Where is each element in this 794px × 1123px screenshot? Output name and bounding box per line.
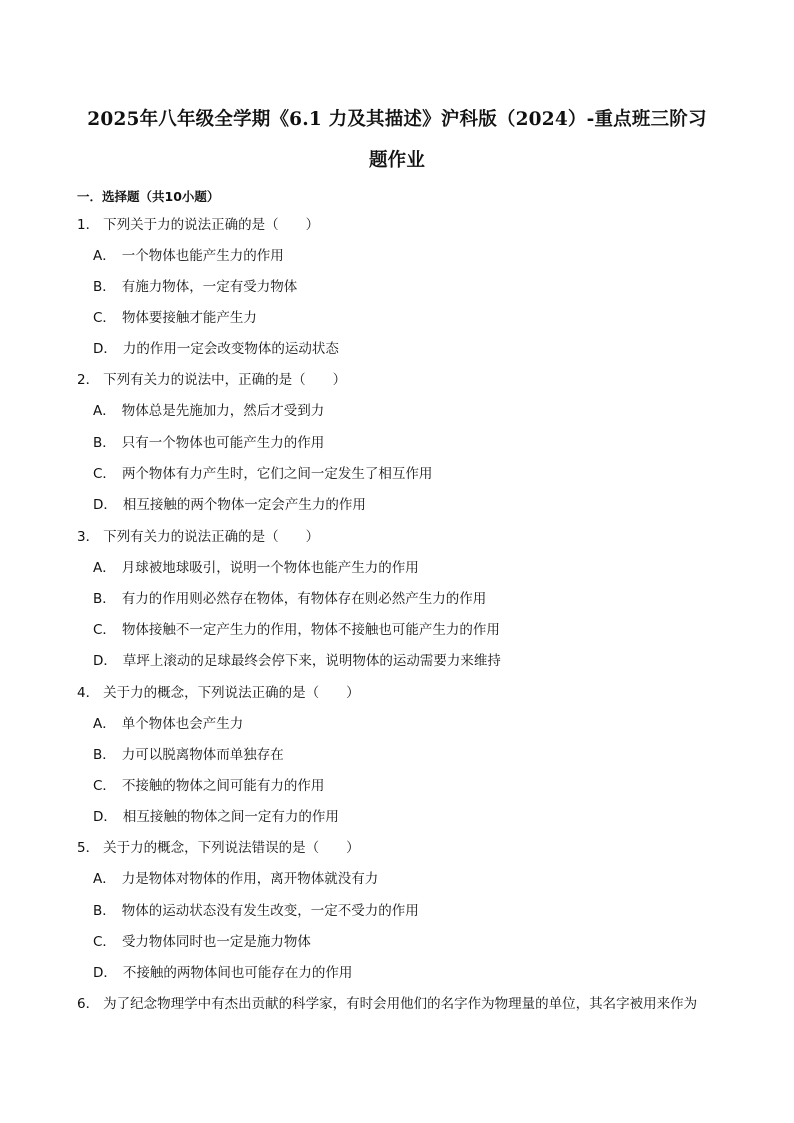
question-1-option-c — [93, 309, 257, 327]
question-1-option-d — [93, 340, 339, 358]
option-text: 受力物体同时也一定是施力物体 — [121, 934, 311, 950]
question-4-option-d — [93, 808, 339, 826]
question-3-option-b — [93, 590, 486, 608]
question-4-option-b — [93, 746, 284, 764]
option-text: 物体要接触才能产生力 — [121, 310, 257, 326]
option-letter: A． — [93, 248, 116, 264]
question-text: 关于力的概念，下列说法正确的是（ ） — [103, 685, 360, 701]
option-letter: B． — [93, 747, 116, 763]
option-letter: C． — [93, 466, 116, 482]
document-title-line-2: 题作业 — [368, 150, 426, 171]
option-letter: D． — [93, 497, 117, 513]
question-text: 下列关于力的说法正确的是（ ） — [103, 217, 320, 233]
option-text: 相互接触的两个物体一定会产生力的作用 — [122, 497, 366, 513]
option-text: 只有一个物体也可能产生力的作用 — [121, 435, 325, 451]
question-text: 为了纪念物理学中有杰出贡献的科学家，有时会用他们的名字作为物理量的单位，其名字被用来作为 — [103, 996, 698, 1012]
option-text: 有力的作用则必然存在物体，有物体存在则必然产生力的作用 — [121, 591, 487, 607]
question-2-option-c — [93, 465, 432, 483]
option-text: 一个物体也能产生力的作用 — [121, 248, 284, 264]
option-letter: D． — [93, 809, 117, 825]
option-text: 力可以脱离物体而单独存在 — [121, 747, 284, 763]
question-4-option-a — [93, 715, 243, 733]
question-3 — [77, 528, 319, 546]
option-letter: D． — [93, 965, 117, 981]
option-letter: B． — [93, 435, 116, 451]
question-5-option-d — [93, 964, 352, 982]
question-text: 下列有关力的说法正确的是（ ） — [103, 529, 320, 545]
question-number: 3． — [77, 529, 100, 545]
option-letter: B． — [93, 903, 116, 919]
question-4 — [77, 684, 360, 702]
option-letter: B． — [93, 279, 116, 295]
option-letter: A． — [93, 716, 116, 732]
question-5 — [77, 839, 360, 857]
option-text: 单个物体也会产生力 — [121, 716, 244, 732]
option-text: 物体的运动状态没有发生改变，一定不受力的作用 — [121, 903, 419, 919]
question-5-option-b — [93, 902, 419, 920]
option-letter: A． — [93, 560, 116, 576]
question-number: 1． — [77, 217, 100, 233]
option-letter: B． — [93, 591, 116, 607]
option-text: 草坪上滚动的足球最终会停下来，说明物体的运动需要力来维持 — [122, 653, 501, 669]
option-text: 物体接触不一定产生力的作用，物体不接触也可能产生力的作用 — [121, 622, 500, 638]
question-2-option-a — [93, 402, 324, 420]
option-letter: A． — [93, 871, 116, 887]
document-title-line-1: 2025年八年级全学期《6.1 力及其描述》沪科版（2024）-重点班三阶习 — [87, 109, 707, 130]
question-2-option-b — [93, 434, 324, 452]
question-1-option-a — [93, 247, 284, 265]
question-number: 2． — [77, 372, 100, 388]
question-text: 关于力的概念，下列说法错误的是（ ） — [103, 840, 360, 856]
question-6 — [77, 995, 697, 1013]
option-letter: C． — [93, 934, 116, 950]
option-letter: D． — [93, 653, 117, 669]
question-3-option-c — [93, 621, 500, 639]
question-number: 5． — [77, 840, 100, 856]
option-text: 力是物体对物体的作用，离开物体就没有力 — [121, 871, 379, 887]
question-number: 6． — [77, 996, 100, 1012]
option-letter: C． — [93, 622, 116, 638]
option-text: 相互接触的物体之间一定有力的作用 — [122, 809, 339, 825]
option-text: 两个物体有力产生时，它们之间一定发生了相互作用 — [121, 466, 433, 482]
option-letter: C． — [93, 778, 116, 794]
option-letter: D． — [93, 341, 117, 357]
question-4-option-c — [93, 777, 324, 795]
option-letter: C． — [93, 310, 116, 326]
question-5-option-c — [93, 933, 311, 951]
option-letter: A． — [93, 403, 116, 419]
section-heading: 一．选择题（共10小题） — [77, 189, 220, 204]
question-3-option-d — [93, 652, 501, 670]
option-text: 物体总是先施加力，然后才受到力 — [121, 403, 325, 419]
question-1 — [77, 216, 319, 234]
option-text: 不接触的物体之间可能有力的作用 — [121, 778, 325, 794]
question-5-option-a — [93, 870, 378, 888]
question-2-option-d — [93, 496, 366, 514]
question-number: 4． — [77, 685, 100, 701]
question-3-option-a — [93, 559, 419, 577]
option-text: 月球被地球吸引，说明一个物体也能产生力的作用 — [121, 560, 419, 576]
option-text: 不接触的两物体间也可能存在力的作用 — [122, 965, 353, 981]
option-text: 有施力物体，一定有受力物体 — [121, 279, 298, 295]
question-1-option-b — [93, 278, 297, 296]
question-2 — [77, 371, 346, 389]
question-text: 下列有关力的说法中，正确的是（ ） — [103, 372, 347, 388]
option-text: 力的作用一定会改变物体的运动状态 — [122, 341, 339, 357]
